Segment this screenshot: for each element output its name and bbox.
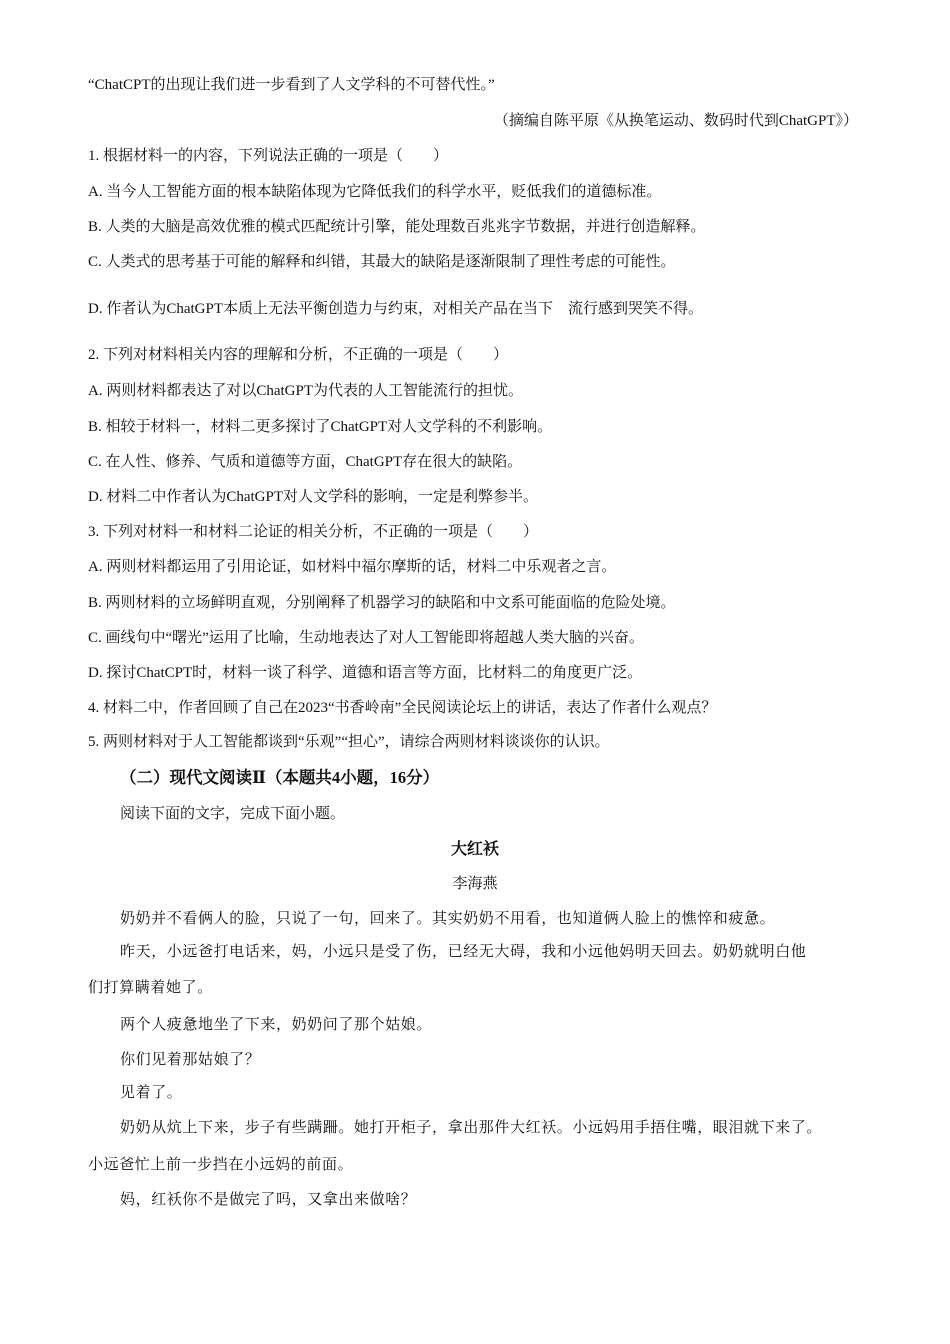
material-source: （摘编自陈平原《从换笔运动、数码时代到ChatGPT》） bbox=[493, 113, 858, 129]
question-1-option-a: A. 当今人工智能方面的根本缺陷体现为它降低我们的科学水平，贬低我们的道德标准。 bbox=[88, 184, 662, 200]
story-paragraph: 奶奶从炕上下来，步子有些蹒跚。她打开柜子，拿出那件大红袄。小远妈用手捂住嘴，眼泪就下来了。 bbox=[120, 1120, 823, 1136]
story-title: 大红袄 bbox=[450, 841, 499, 858]
question-1-option-d: D. 作者认为ChatGPT本质上无法平衡创造力与约束，对相关产品在当下 流行感到哭笑不得。 bbox=[88, 301, 704, 317]
question-4-stem: 4. 材料二中，作者回顾了自己在2023“书香岭南”全民阅读论坛上的讲话，表达了作者什么观点？ bbox=[88, 700, 717, 716]
question-1-option-b: B. 人类的大脑是高效优雅的模式匹配统计引擎，能处理数百兆兆字节数据，并进行创造解释。 bbox=[88, 219, 706, 235]
question-5-stem: 5. 两则材料对于人工智能都谈到“乐观”“担心”，请综合两则材料谈谈你的认识。 bbox=[88, 734, 610, 750]
story-paragraph: 奶奶并不看俩人的脸，只说了一句，回来了。其实奶奶不用看，也知道俩人脸上的憔悴和疲惫。 bbox=[120, 911, 776, 927]
story-paragraph: 两个人疲惫地坐了下来，奶奶问了那个姑娘。 bbox=[120, 1017, 433, 1033]
question-2-option-c: C. 在人性、修养、气质和道德等方面，ChatGPT存在很大的缺陷。 bbox=[88, 454, 523, 470]
question-3-option-a: A. 两则材料都运用了引用论证，如材料中福尔摩斯的话，材料二中乐观者之言。 bbox=[88, 559, 617, 575]
question-2-option-a: A. 两则材料都表达了对以ChatGPT为代表的人工智能流行的担忧。 bbox=[88, 383, 524, 399]
story-paragraph: 们打算瞒着她了。 bbox=[88, 980, 213, 996]
question-2-stem: 2. 下列对材料相关内容的理解和分析，不正确的一项是（ ） bbox=[88, 347, 509, 363]
material-quote: “ChatCPT的出现让我们进一步看到了人文学科的不可替代性。” bbox=[88, 77, 495, 93]
question-2-option-b: B. 相较于材料一，材料二更多探讨了ChatGPT对人文学科的不利影响。 bbox=[88, 419, 553, 435]
question-1-option-c: C. 人类式的思考基于可能的解释和纠错，其最大的缺陷是逐渐限制了理性考虑的可能性。 bbox=[88, 254, 676, 270]
question-1-stem: 1. 根据材料一的内容，下列说法正确的一项是（ ） bbox=[88, 148, 449, 164]
story-author: 李海燕 bbox=[452, 876, 498, 892]
question-3-option-c: C. 画线句中“曙光”运用了比喻，生动地表达了对人工智能即将超越人类大脑的兴奋。 bbox=[88, 630, 644, 646]
story-paragraph: 小远爸忙上前一步挡在小远妈的前面。 bbox=[88, 1157, 354, 1173]
story-paragraph: 见着了。 bbox=[120, 1085, 183, 1101]
question-3-option-b: B. 两则材料的立场鲜明直观，分别阐释了机器学习的缺陷和中文系可能面临的危险处境。 bbox=[88, 595, 676, 611]
story-paragraph: 你们见着那姑娘了？ bbox=[120, 1052, 261, 1068]
question-3-option-d: D. 探讨ChatCPT时，材料一谈了科学、道德和语言等方面，比材料二的角度更广泛。 bbox=[88, 665, 643, 681]
question-3-stem: 3. 下列对材料一和材料二论证的相关分析，不正确的一项是（ ） bbox=[88, 524, 539, 540]
story-paragraph: 妈，红袄你不是做完了吗，又拿出来做啥？ bbox=[120, 1192, 417, 1208]
section-heading: （二）现代文阅读Ⅱ（本题共4小题，16分） bbox=[120, 768, 440, 787]
section-instruction: 阅读下面的文字，完成下面小题。 bbox=[120, 806, 346, 822]
question-2-option-d: D. 材料二中作者认为ChatGPT对人文学科的影响，一定是利弊参半。 bbox=[88, 489, 539, 505]
story-paragraph: 昨天，小远爸打电话来，妈，小远只是受了伤，已经无大碍，我和小远他妈明天回去。奶奶就明白他 bbox=[120, 944, 807, 960]
